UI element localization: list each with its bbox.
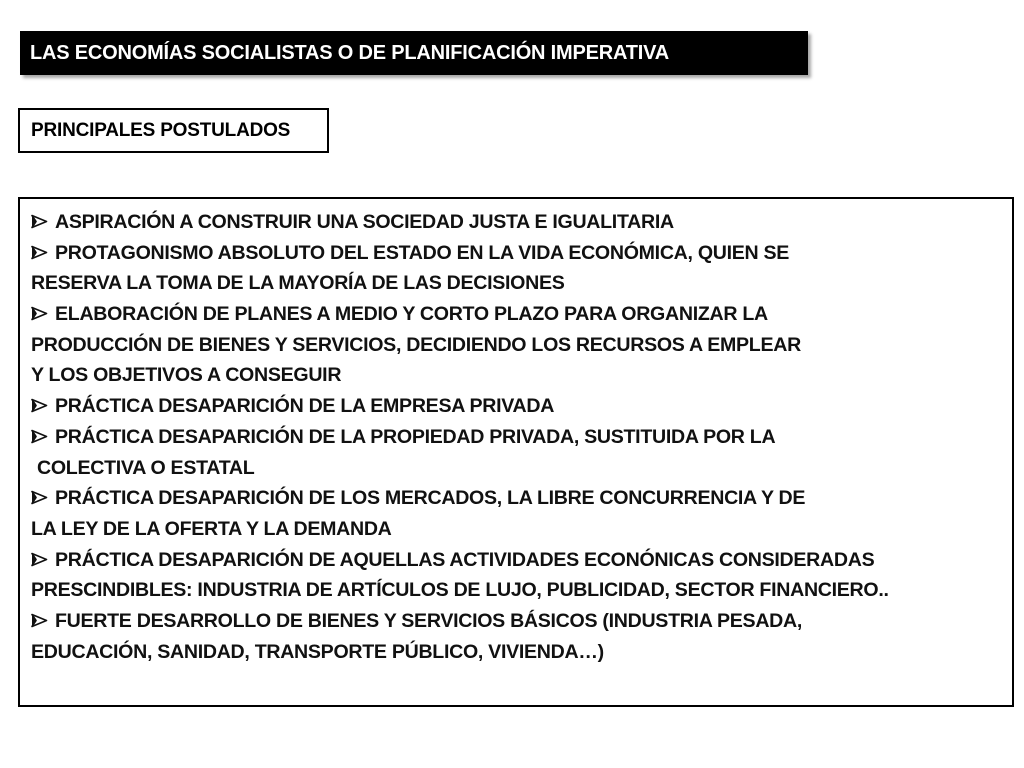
arrow-bullet-icon [31,429,49,444]
bullet-text: EDUCACIÓN, SANIDAD, TRANSPORTE PÚBLICO, VIVIENDA…) [31,640,604,663]
bullet-item [31,299,1004,330]
bullet-text: RESERVA LA TOMA DE LA MAYORÍA DE LAS DECISIONES [31,272,565,295]
bullet-text: PRESCINDIBLES: INDUSTRIA DE ARTÍCULOS DE LUJO, PUBLICIDAD, SECTOR FINANCIERO.. [31,579,889,602]
arrow-bullet-icon [31,552,49,567]
postulates-list [18,197,1014,707]
arrow-bullet-icon [31,613,49,628]
bullet-item [31,606,1004,637]
bullet-text: PRÁCTICA DESAPARICIÓN DE LOS MERCADOS, LA LIBRE CONCURRENCIA Y DE [55,487,806,510]
slide-subtitle: PRINCIPALES POSTULADOS [31,119,291,141]
arrow-bullet-icon [31,245,49,260]
title-banner [20,31,808,75]
arrow-bullet-icon [31,398,49,413]
arrow-bullet-icon [31,306,49,321]
bullet-text: PROTAGONISMO ABSOLUTO DEL ESTADO EN LA VIDA ECONÓMICA, QUIEN SE [55,241,790,264]
bullet-continuation [31,453,1004,484]
bullet-text: COLECTIVA O ESTATAL [37,456,255,479]
arrow-bullet-icon [31,490,49,505]
bullet-item [31,207,1004,238]
bullet-continuation [31,637,1004,668]
bullet-continuation [31,268,1004,299]
bullet-text: PRÁCTICA DESAPARICIÓN DE LA EMPRESA PRIVADA [55,395,555,418]
bullet-continuation [31,330,1004,361]
bullet-item [31,391,1004,422]
bullet-item [31,545,1004,576]
bullet-text: PRÁCTICA DESAPARICIÓN DE LA PROPIEDAD PRIVADA, SUSTITUIDA POR LA [55,425,776,448]
bullet-item [31,483,1004,514]
bullet-text: PRODUCCIÓN DE BIENES Y SERVICIOS, DECIDIENDO LOS RECURSOS A EMPLEAR [31,333,801,356]
arrow-bullet-icon [31,214,49,229]
bullet-continuation [31,360,1004,391]
bullet-text: PRÁCTICA DESAPARICIÓN DE AQUELLAS ACTIVIDADES ECONÓNICAS CONSIDERADAS [55,548,875,571]
bullet-item [31,238,1004,269]
bullet-continuation [31,575,1004,606]
slide-title: LAS ECONOMÍAS SOCIALISTAS O DE PLANIFICACIÓN IMPERATIVA [30,41,670,64]
bullet-text: ASPIRACIÓN A CONSTRUIR UNA SOCIEDAD JUSTA E IGUALITARIA [55,211,674,233]
bullet-text: Y LOS OBJETIVOS A CONSEGUIR [31,364,342,387]
bullet-item [31,422,1004,453]
bullet-text: LA LEY DE LA OFERTA Y LA DEMANDA [31,517,392,540]
subtitle-box [18,108,329,153]
bullet-text: FUERTE DESARROLLO DE BIENES Y SERVICIOS BÁSICOS (INDUSTRIA PESADA, [55,609,803,632]
bullet-continuation [31,514,1004,545]
bullet-text: ELABORACIÓN DE PLANES A MEDIO Y CORTO PLAZO PARA ORGANIZAR LA [55,303,768,326]
